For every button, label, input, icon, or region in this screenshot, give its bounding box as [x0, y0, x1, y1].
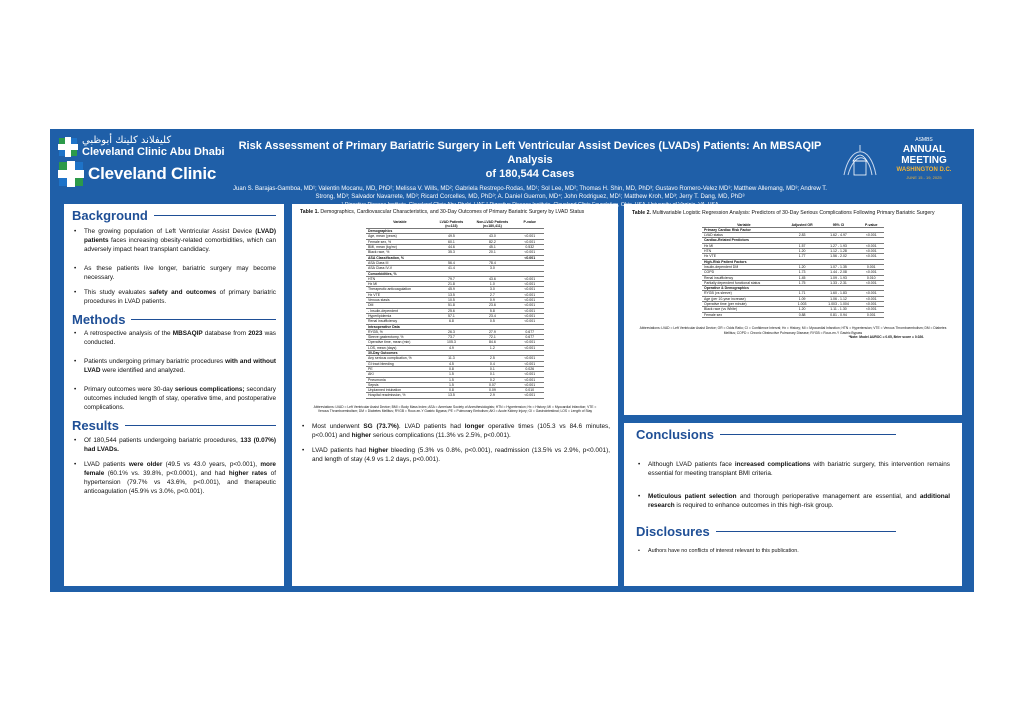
capitol-dome-icon [840, 135, 880, 183]
table-cell: <0.001 [516, 276, 545, 281]
table-cell: GI tract bleeding [366, 361, 434, 366]
table-cell: 1.56 - 2.02 [818, 254, 858, 259]
table-cell: Demographics [366, 229, 434, 234]
table-cell: <0.001 [516, 292, 545, 297]
conclusions-panel [624, 423, 962, 586]
table-cell: 1.33 - 2.31 [818, 280, 858, 285]
table-cell: 1.0 [469, 282, 515, 287]
table-cell: 56.4 [434, 260, 470, 265]
results-bullet: • Most underwent SG (73.7%). LVAD patients had longer operative times (105.3 vs 84.6 minutes, p<0.001) and higher serious complications (11.3% vs 2.5%, p<0.001). [300, 422, 610, 440]
table-cell: 1.44 - 2.08 [818, 270, 858, 275]
table-cell: <0.001 [516, 234, 545, 239]
table-cell: Hyperlipidemia [366, 313, 434, 318]
table-cell: Comorbidities, % [366, 271, 434, 276]
table-cell: 60.1 [434, 239, 470, 244]
table-cell: <0.001 [859, 243, 885, 248]
results-bullet: • LVAD patients were older (49.5 vs 43.0 years, p<0.001), more female (60.1% vs. 39.8%, p<0.0001), and had higher rates of hypertension (79.7% vs 43.6%, p<0.001), and therapeutic anticoagulation (45.9% vs 3.0%, p<0.001). [72, 460, 276, 496]
table-cell: 79.7 [434, 276, 470, 281]
table-cell: <0.001 [516, 361, 545, 366]
table-cell: 1.11 - 1.30 [818, 307, 858, 312]
table-cell: <0.001 [859, 307, 885, 312]
table-cell: <0.001 [516, 287, 545, 292]
table-cell: <0.001 [859, 233, 885, 238]
table-cell: <0.001 [516, 372, 545, 377]
table-cell: 0.010 [859, 275, 885, 280]
methods-bullet: • Patients undergoing primary bariatric procedures with and without LVAD were identified and analyzed. [72, 357, 276, 375]
table-cell: Intraoperative Data [366, 324, 434, 329]
table2-abbreviations: Abbreviations: LVAD = Left Ventricular Assist Device; OR = Odds Ratio; CI = Confidence Interval; Hx = History; MI = Myocardial Infarction; HTN = Hypertension; VTE = Venous Thromboembolism; DM = Diabetes Mellitus; COPD = Chronic Obstructive Pulmonary Disease; RYGB = Roux-en-Y Gastric Bypass [639, 325, 947, 335]
table-cell: 1.20 [786, 249, 819, 254]
table-cell: 2.5 [469, 356, 515, 361]
heading-rule [125, 425, 276, 426]
table-cell: <0.001 [859, 249, 885, 254]
table-cell: 4.9 [434, 345, 470, 350]
table2 [702, 223, 884, 318]
table-header-cell: LVAD Patients (n=133) [434, 220, 470, 229]
table-cell: 0.1 [469, 372, 515, 377]
heading-rule [720, 434, 896, 435]
logo-abu-dhabi-text: Cleveland Clinic Abu Dhabi [82, 146, 225, 158]
poster [50, 129, 974, 592]
table-cell: PE [366, 366, 434, 371]
table-cell: Age, mean (years) [366, 234, 434, 239]
table2-caption: Table 2. Multivariable Logistic Regression Analysis: Predictors of 30-Day Serious Complications Following Primary Bariatric Surgery [632, 210, 935, 216]
background-bullet: • This study evaluates safety and outcomes of primary bariatric procedures in LVAD patients. [72, 288, 276, 306]
table-cell: 43.6 [469, 276, 515, 281]
meeting-logo [840, 135, 968, 183]
table-cell: 23.6 [469, 303, 515, 308]
table-cell: 3.0 [469, 266, 515, 271]
table-cell: 57.1 [434, 313, 470, 318]
table-cell: 1.27 - 1.93 [818, 243, 858, 248]
table-cell: 20.1 [469, 250, 515, 255]
table-cell: DM [366, 303, 434, 308]
table-cell: <0.001 [516, 255, 545, 260]
results-bullet: • LVAD patients had higher bleeding (5.3% vs 0.8%, p<0.001), readmission (13.5% vs 2.9%, p<0.001), and length of stay (4.9 vs 1.2 days, p<0.001). [300, 446, 610, 464]
table-cell: 25.6 [434, 308, 470, 313]
table-cell: Unplanned intubation [366, 388, 434, 393]
table-cell: 1.5 [434, 377, 470, 382]
table1-abbreviations: Abbreviations: LVAD = Left Ventricular Assist Device; BMI = Body Mass Index; ASA = American Society of Anesthesiologists; HTN = Hypertension; Hx = History; MI = Myocardial Infarction; VTE = Venous Thromboembolism; DM = Diabetes Mellitus; RYGB = Roux-en-Y Gastric Bypass; PE = Pulmonary Embolism; AKI = Acute Kidney Injury; GI = Gastrointestinal; LOS = Length of Stay [313, 404, 597, 414]
heading-rule [131, 319, 276, 320]
meeting-name: ANNUAL MEETING [901, 144, 947, 166]
table-cell: 0.4 [469, 361, 515, 366]
table-cell: Cardiac-Related Predictors [702, 238, 786, 243]
table-cell: Female sex, % [366, 239, 434, 244]
table-cell: Hx MI [366, 282, 434, 287]
table-cell: 21.8 [434, 282, 470, 287]
table-cell: 1.2 [469, 345, 515, 350]
table-cell: Any serious complication, % [366, 356, 434, 361]
table-cell: LOS, mean (days) [366, 345, 434, 350]
table-cell: 0.677 [516, 335, 545, 340]
table-cell: 1.20 [786, 307, 819, 312]
heading-rule [716, 531, 896, 532]
methods-title: Methods [72, 312, 126, 327]
table-cell: Age (per 10-year increase) [702, 296, 786, 301]
table-cell: ASA Class IV-V [366, 266, 434, 271]
table-cell: <0.001 [859, 270, 885, 275]
table-cell: 105.3 [434, 340, 470, 345]
table-cell: <0.001 [859, 302, 885, 307]
table-cell: 0.9 [469, 298, 515, 303]
heading-rule [154, 215, 276, 216]
table-cell: Black race, % [366, 250, 434, 255]
table-cell: Operative time, mean (min) [366, 340, 434, 345]
table-cell: 27.9 [469, 329, 515, 334]
methods-list [72, 329, 276, 412]
table-cell: 0.001 [859, 312, 885, 317]
table-cell: 5.8 [469, 308, 515, 313]
cleveland-cross-icon [58, 161, 84, 187]
table-cell: Primary Cardiac Risk Factor [702, 227, 786, 232]
table-header-cell: Variable [366, 220, 434, 229]
table-cell: <0.001 [516, 377, 545, 382]
table-cell: <0.001 [859, 254, 885, 259]
results-list-continued [300, 422, 610, 464]
table-cell: 1.09 - 1.93 [818, 275, 858, 280]
table-cell: ASA Classification, % [366, 255, 434, 260]
results-list [72, 436, 276, 496]
table-cell: 1.73 [786, 270, 819, 275]
table-cell: HTN [702, 249, 786, 254]
table-cell: 0.09 [469, 388, 515, 393]
left-panel [64, 204, 284, 586]
table-cell: 1.06 - 1.12 [818, 296, 858, 301]
table-header-row [366, 220, 544, 229]
table-cell: 0.8 [434, 366, 470, 371]
table-cell: Insulin-dependent DM [702, 264, 786, 269]
logo-abu-dhabi [58, 135, 238, 158]
logo-block [58, 135, 238, 190]
table-cell: <0.001 [516, 303, 545, 308]
table-cell: Partially dependent functional status [702, 280, 786, 285]
table-cell: 0.001 [859, 264, 885, 269]
methods-bullet: • A retrospective analysis of the MBSAQIP database from 2023 was conducted. [72, 329, 276, 347]
table-cell: 1.5 [434, 382, 470, 387]
table-header-cell: P-value [516, 220, 545, 229]
background-list [72, 227, 276, 306]
table-header-cell: 95% CI [818, 223, 858, 228]
results-bullet: • Of 180,544 patients undergoing bariatric procedures, 133 (0.07%) had LVADs. [72, 436, 276, 454]
table-cell: <0.001 [859, 291, 885, 296]
table-cell: <0.001 [859, 296, 885, 301]
table-cell: 4.5 [434, 361, 470, 366]
table-cell: <0.001 [516, 308, 545, 313]
table-cell: 13.5 [434, 292, 470, 297]
table-cell: 1.45 [786, 275, 819, 280]
table-cell: 1.09 [786, 296, 819, 301]
table-cell: Renal insufficiency [366, 319, 434, 324]
table-cell: Black race (vs White) [702, 307, 786, 312]
middle-panel [292, 204, 618, 586]
table-cell: <0.001 [516, 313, 545, 318]
table-cell: 30-Day Outcomes [366, 351, 434, 356]
table-cell: 0.8 [434, 388, 470, 393]
table-cell: 0.532 [516, 245, 545, 250]
table-cell: <0.001 [516, 282, 545, 287]
table-cell: Hx VTE [366, 292, 434, 297]
table-cell: 10.5 [434, 298, 470, 303]
disclosures-bullet: • Authors have no conflicts of interest relevant to this publication. [636, 547, 950, 556]
table-cell: 13.5 [434, 393, 470, 398]
table-cell: <0.001 [516, 345, 545, 350]
table-cell: 0.07 [469, 382, 515, 387]
table-cell: 2.83 [786, 233, 819, 238]
table-cell: Operative time (per minute) [702, 302, 786, 307]
table-cell: <0.001 [516, 340, 545, 345]
table-cell: 0.010 [516, 388, 545, 393]
table-cell: High-Risk Patient Factors [702, 259, 786, 264]
title-block [230, 139, 830, 209]
table-cell: 0.026 [516, 366, 545, 371]
table-cell: 3.0 [469, 287, 515, 292]
table-cell: 78.4 [469, 260, 515, 265]
table-cell: BMI, mean (kg/m²) [366, 245, 434, 250]
authors: Juan S. Barajas-Gamboa, MD¹; Valentin Mocanu, MD, PhD²; Melissa V. Wills, MD²; Gabriela Restrepo-Rodas, MD¹; Sol Lee, MD²; Thomas H. Shin, MD, PhD³; Gustavo Romero-Velez MD³; Matthew Allemang, MD³; Andrew T. Strong, MD³; Salvador Navarrete, MD³; Ricard Corcelles, MD, PhD³; A. Daniel Guerron, MD⁴; John Rodriguez, MD¹; Matthew Kroh, MD³; Jerry T. Dang, MD, PhD³ [233, 186, 827, 200]
table-cell: <0.001 [516, 393, 545, 398]
table-cell: 0.1 [469, 366, 515, 371]
table-cell: 73.7 [434, 335, 470, 340]
table-cell: 1.75 [786, 280, 819, 285]
table-cell: LVAD status [702, 233, 786, 238]
table-cell: Hospital readmission, % [366, 393, 434, 398]
table-cell: 51.8 [434, 303, 470, 308]
table-cell: 0.81 - 0.94 [818, 312, 858, 317]
logo-cleveland [58, 161, 238, 187]
disclosures-title: Disclosures [636, 524, 710, 539]
table-cell: 0.2 [469, 377, 515, 382]
disclosures-heading [636, 524, 896, 539]
table-cell: 45.9 [434, 287, 470, 292]
table-cell: 45.1 [469, 245, 515, 250]
table-cell: Pneumonia [366, 377, 434, 382]
table-cell: <0.001 [516, 239, 545, 244]
table-cell: Renal insufficiency [702, 275, 786, 280]
table-cell: HTN [366, 276, 434, 281]
table-cell: Hx VTE [702, 254, 786, 259]
table-cell: 0.5 [469, 319, 515, 324]
meeting-org: ASMBS [915, 137, 933, 143]
table-cell: 35.3 [434, 250, 470, 255]
table-cell: 1.12 - 1.28 [818, 249, 858, 254]
table-cell: Venous stasis [366, 298, 434, 303]
table-cell: <0.001 [516, 382, 545, 387]
cleveland-cross-icon [58, 137, 78, 157]
table-cell: 1.71 [786, 291, 819, 296]
table-cell: Sepsis [366, 382, 434, 387]
table-cell: 44.6 [434, 245, 470, 250]
table-cell: 11.3 [434, 356, 470, 361]
table-cell: 0.677 [516, 329, 545, 334]
table-header-cell: Non-LVAD Patients (n=180,411) [469, 220, 515, 229]
table-cell: 1.07 - 1.35 [818, 264, 858, 269]
table-cell: 1.77 [786, 254, 819, 259]
logo-arabic-text: كليفلاند كلينك أبوظبي [82, 135, 172, 146]
meeting-dates: JUNE 15 - 19, 2025 [906, 175, 942, 180]
table-row [702, 312, 884, 317]
table-cell: Female sex [702, 312, 786, 317]
methods-heading [72, 312, 276, 327]
table-header-cell: Adjusted OR [786, 223, 819, 228]
poster-title-line2: of 180,544 Cases [485, 168, 575, 180]
table-cell: - Insulin-dependent [366, 308, 434, 313]
table-cell: <0.001 [516, 250, 545, 255]
background-bullet: • As these patients live longer, bariatric surgery may become necessary. [72, 264, 276, 282]
table-cell: 2.9 [469, 393, 515, 398]
table-cell: 26.3 [434, 329, 470, 334]
results-title: Results [72, 418, 119, 433]
table-cell: 49.5 [434, 234, 470, 239]
table-cell: AKI [366, 372, 434, 377]
disclosures-list [636, 547, 950, 556]
table-cell: 2.7 [469, 292, 515, 297]
table-row [366, 393, 544, 398]
table-cell: <0.001 [516, 356, 545, 361]
conclusions-bullet: • Meticulous patient selection and thorough perioperative management are essential, and additional research is required to enhance outcomes in this high-risk group. [636, 492, 950, 510]
meeting-city: WASHINGTON D.C. [896, 167, 952, 173]
table-cell: Operative & Demographics [702, 286, 786, 291]
table-cell: <0.001 [516, 319, 545, 324]
table-cell: 1.62 - 4.97 [818, 233, 858, 238]
table-cell: 84.6 [469, 340, 515, 345]
table-cell: RYGB (vs sleeve) [702, 291, 786, 296]
table-cell: COPD [702, 270, 786, 275]
table-cell: Hx MI [702, 243, 786, 248]
results-heading [72, 418, 276, 433]
table2-panel [624, 204, 962, 415]
background-heading [72, 208, 276, 223]
table-cell: 1.60 - 1.83 [818, 291, 858, 296]
table-cell: 1.57 [786, 243, 819, 248]
table-cell: 1.003 - 1.004 [818, 302, 858, 307]
logo-cleveland-text: Cleveland Clinic [88, 164, 217, 183]
table-cell: 6.8 [434, 319, 470, 324]
table-cell: ASA Class III [366, 260, 434, 265]
methods-bullet: • Primary outcomes were 30-day serious complications; secondary outcomes included length of stay, operative time, and postoperative complications. [72, 385, 276, 412]
poster-title-line1: Risk Assessment of Primary Bariatric Surgery in Left Ventricular Assist Devices (LVADs) Patients: An MBSAQIP Analysis [238, 140, 822, 166]
table-cell: 72.1 [469, 335, 515, 340]
table-cell: Sleeve gastrectomy, % [366, 335, 434, 340]
table1-caption: Table 1. Demographics, Cardiovascular Characteristics, and 30-Day Outcomes of Primary Bariatric Surgery by LVAD Status [300, 209, 585, 215]
conclusions-title: Conclusions [636, 427, 715, 442]
table-cell: 23.4 [469, 313, 515, 318]
table-cell: 1.20 [786, 264, 819, 269]
table-header-cell: Variable [702, 223, 786, 228]
conclusions-heading [636, 427, 896, 442]
table-cell: 1.003 [786, 302, 819, 307]
table1 [366, 220, 544, 399]
poster-header [50, 129, 974, 201]
table-cell: <0.001 [859, 280, 885, 285]
table-cell: 82.2 [469, 239, 515, 244]
table-cell: Therapeutic anticoagulation [366, 287, 434, 292]
table2-note: *Note: Model AUROC = 0.65, Brier score = 0.026. [848, 335, 924, 340]
conclusions-list [636, 460, 950, 510]
table-cell: <0.001 [516, 298, 545, 303]
table-cell: 0.88 [786, 312, 819, 317]
table-header-cell: P-value [859, 223, 885, 228]
table-cell: 41.4 [434, 266, 470, 271]
table-cell: 1.5 [434, 372, 470, 377]
background-title: Background [72, 208, 148, 223]
background-bullet: • The growing population of Left Ventricular Assist Device (LVAD) patients faces increasing obesity-related comorbidities, which can adversely impact heart transplant candidacy. [72, 227, 276, 254]
conclusions-bullet: • Although LVAD patients face increased complications with bariatric surgery, this intervention remains essential for meeting transplant BMI criteria. [636, 460, 950, 478]
table-cell: RYGB, % [366, 329, 434, 334]
table-cell: 43.0 [469, 234, 515, 239]
